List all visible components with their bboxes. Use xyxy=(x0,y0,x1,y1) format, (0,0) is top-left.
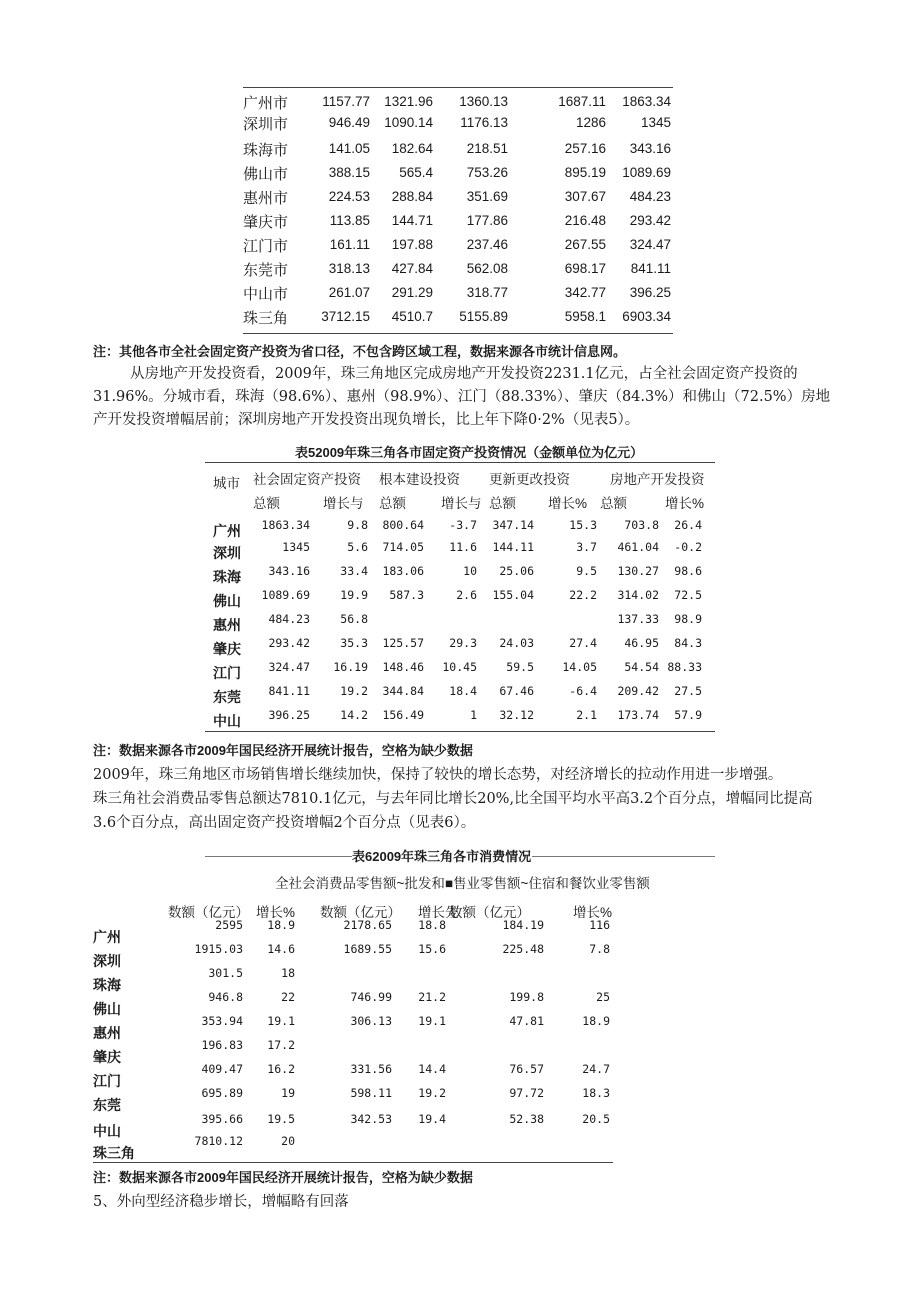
city-name: 惠州 xyxy=(213,617,241,633)
table-cell: 1687.11 xyxy=(558,94,606,109)
table-cell: 484.23 xyxy=(629,189,671,204)
table6-sub-header: 数额（亿元） xyxy=(449,905,530,920)
table-cell: 27.5 xyxy=(674,684,702,698)
table-cell: 24.03 xyxy=(499,636,534,650)
table-cell: 14.2 xyxy=(340,708,368,722)
table5-group-header: 房地产开发投资 xyxy=(610,472,705,487)
table-cell: 88.33 xyxy=(667,660,702,674)
table1-top-rule xyxy=(243,87,673,88)
city-name: 佛山 xyxy=(213,593,241,609)
city-name: 中山市 xyxy=(243,285,289,303)
table-cell: 1345 xyxy=(282,540,310,554)
table-cell: 5958.1 xyxy=(564,309,606,324)
table-cell: 20 xyxy=(281,1134,295,1148)
table-cell: 54.54 xyxy=(624,660,659,674)
table-cell: 16.2 xyxy=(267,1062,295,1076)
table-cell: 67.46 xyxy=(499,684,534,698)
table-cell: 1089.69 xyxy=(622,165,671,180)
para2-line-1: 2009年，珠三角地区市场销售增长继续加快，保持了较快的增长态势，对经济增长的拉动作用进一步增强。 xyxy=(93,767,783,783)
para2-line-3: 3.6个百分点，高出固定资产投资增幅2个百分点（见表6）。 xyxy=(93,815,476,831)
table-row xyxy=(93,942,613,970)
table-cell: 288.84 xyxy=(391,189,433,204)
table-cell: 25 xyxy=(596,990,610,1004)
table-cell: 351.69 xyxy=(466,189,508,204)
table5-sub-header: 增长% xyxy=(665,496,705,511)
table-cell: 19.9 xyxy=(340,588,368,602)
table-cell: 20.5 xyxy=(582,1112,610,1126)
para1-line-3: 产开发投资增幅居前；深圳房地产开发投资出现负增长，比上年下降0·2%（见表5）。 xyxy=(93,412,640,428)
table6-caption-rule-right xyxy=(532,856,715,857)
table-cell: 562.08 xyxy=(466,261,508,276)
table-cell: 946.49 xyxy=(328,115,370,130)
table-cell: 695.89 xyxy=(201,1086,243,1100)
table-cell: 396.25 xyxy=(629,285,671,300)
city-name: 广州 xyxy=(93,929,121,945)
table-cell: 59.5 xyxy=(506,660,534,674)
table-cell: 841.11 xyxy=(630,261,671,276)
table-cell: 318.77 xyxy=(466,285,508,300)
table-cell: 46.95 xyxy=(624,636,659,650)
table-cell: 895.19 xyxy=(564,165,606,180)
table-cell: 1157.77 xyxy=(322,94,370,109)
table-cell: 25.06 xyxy=(499,564,534,578)
table-cell: 10.45 xyxy=(442,660,477,674)
table-row xyxy=(205,564,715,586)
table-cell: 324.47 xyxy=(268,660,310,674)
table-cell: 353.94 xyxy=(201,1014,243,1028)
table-cell: 1 xyxy=(470,708,477,722)
table-cell: 35.3 xyxy=(340,636,368,650)
table-cell: 388.15 xyxy=(328,165,370,180)
table-cell: 29.3 xyxy=(449,636,477,650)
table-cell: 9.5 xyxy=(576,564,597,578)
table6-bottom-rule xyxy=(93,1162,613,1163)
table-cell: -6.4 xyxy=(569,684,597,698)
table-cell: 342.53 xyxy=(350,1112,392,1126)
table5-sub-header: 增长与 xyxy=(441,496,482,511)
table-row xyxy=(243,139,673,163)
table-row xyxy=(205,660,715,682)
city-name: 肇庆 xyxy=(213,641,241,657)
table-cell: 484.23 xyxy=(268,612,310,626)
city-name: 江门 xyxy=(93,1073,121,1089)
city-name: 珠海市 xyxy=(243,141,289,159)
table-cell: 753.26 xyxy=(466,165,508,180)
table-row xyxy=(205,684,715,706)
table-row xyxy=(205,708,715,730)
city-name: 肇庆 xyxy=(93,1049,121,1065)
table-cell: 342.77 xyxy=(564,285,606,300)
table-cell: 197.88 xyxy=(391,237,433,252)
table-row xyxy=(243,307,673,331)
table-cell: 18.4 xyxy=(449,684,477,698)
table5-group-header: 根本建设投资 xyxy=(379,472,460,487)
city-name: 佛山 xyxy=(93,1001,121,1017)
table-cell: 2.1 xyxy=(576,708,597,722)
table-cell: 199.8 xyxy=(509,990,544,1004)
table-cell: 52.38 xyxy=(509,1112,544,1126)
table-cell: 324.47 xyxy=(629,237,671,252)
table-cell: 291.29 xyxy=(391,285,433,300)
table-cell: 47.81 xyxy=(509,1014,544,1028)
city-name: 广州 xyxy=(213,523,241,539)
table-cell: 56.8 xyxy=(340,612,368,626)
table-cell: 161.11 xyxy=(329,237,370,252)
table-cell: 307.67 xyxy=(564,189,606,204)
table-cell: 155.04 xyxy=(492,588,534,602)
table5-sub-header: 总额 xyxy=(489,496,516,511)
table-cell: 14.6 xyxy=(267,942,295,956)
table-cell: 800.64 xyxy=(382,518,424,532)
table-cell: 1286 xyxy=(575,115,606,130)
table-cell: 841.11 xyxy=(268,684,310,698)
city-name: 深圳 xyxy=(93,953,121,969)
table-row xyxy=(243,259,673,283)
table-cell: 409.47 xyxy=(201,1062,243,1076)
table6-group-header: 全社会消费品零售额~批发和■售业零售额~住宿和餐饮业零售额 xyxy=(275,876,650,891)
table-cell: 130.27 xyxy=(617,564,659,578)
table-cell: 331.56 xyxy=(350,1062,392,1076)
table-row xyxy=(205,636,715,658)
table-cell: 598.11 xyxy=(350,1086,392,1100)
table5-sub-header: 增长与 xyxy=(323,496,364,511)
table-cell: 698.17 xyxy=(564,261,606,276)
table-cell: 26.4 xyxy=(674,518,702,532)
city-name: 江门 xyxy=(213,665,241,681)
para1-line-2: 31.96%。分城市看，珠海（98.6%）、惠州（98.9%）、江门（88.33%）、肇庆（84.3%）和佛山（72.5%）房地 xyxy=(93,389,831,405)
table-cell: 261.07 xyxy=(328,285,370,300)
table-cell: 6903.34 xyxy=(622,309,671,324)
table-cell: 343.16 xyxy=(629,141,671,156)
table5-top-rule xyxy=(205,462,715,463)
table-cell: 17.2 xyxy=(267,1038,295,1052)
table-cell: 32.12 xyxy=(499,708,534,722)
table-cell: 1090.14 xyxy=(384,115,433,130)
table-cell: 19.4 xyxy=(418,1112,446,1126)
table-cell: 173.74 xyxy=(617,708,659,722)
table6-caption: 表62009年珠三角各市消费情况 xyxy=(352,849,532,864)
table-cell: 97.72 xyxy=(509,1086,544,1100)
table-cell: 7810.12 xyxy=(194,1134,243,1148)
table-cell: 15.3 xyxy=(569,518,597,532)
table-cell: 267.55 xyxy=(564,237,606,252)
table-row xyxy=(243,211,673,235)
table5-sub-header: 总额 xyxy=(600,496,627,511)
table5-bottom-rule xyxy=(205,731,715,732)
table-cell: 18.8 xyxy=(418,918,446,932)
table5-note: 注：数据来源各市2009年国民经济开展统计报告，空格为缺少数据 xyxy=(93,743,473,758)
table-row xyxy=(243,187,673,211)
table-cell: 1689.55 xyxy=(343,942,392,956)
table-cell: 3.7 xyxy=(576,540,597,554)
table-row xyxy=(93,1014,613,1042)
city-name: 东莞 xyxy=(213,689,241,705)
table-cell: 5155.89 xyxy=(459,309,508,324)
table-cell: 318.13 xyxy=(328,261,370,276)
city-name: 肇庆市 xyxy=(243,213,289,231)
city-name: 惠州 xyxy=(93,1025,121,1041)
table-cell: 19.2 xyxy=(340,684,368,698)
city-name: 广州市 xyxy=(243,94,289,112)
table6-sub-header: 数额（亿元） xyxy=(320,905,401,920)
section-heading: 5、外向型经济稳步增长，增幅略有回落 xyxy=(93,1194,349,1210)
table-cell: 14.05 xyxy=(562,660,597,674)
table-cell: 16.19 xyxy=(333,660,368,674)
table5-caption: 表52009年珠三角各市固定资产投资情况（金额单位为亿元） xyxy=(295,445,644,460)
table-row xyxy=(205,518,715,540)
table-cell: 1360.13 xyxy=(459,94,508,109)
table-cell: 14.4 xyxy=(418,1062,446,1076)
table-cell: 22.2 xyxy=(569,588,597,602)
table-cell: 347.14 xyxy=(492,518,534,532)
table-cell: 98.6 xyxy=(674,564,702,578)
table-cell: 113.85 xyxy=(329,213,370,228)
table-cell: 76.57 xyxy=(509,1062,544,1076)
table-cell: 1089.69 xyxy=(261,588,310,602)
table-cell: 22 xyxy=(281,990,295,1004)
table5-sub-header: 总额 xyxy=(253,496,280,511)
table-cell: 1863.34 xyxy=(261,518,310,532)
table-row xyxy=(93,1086,613,1114)
table-cell: 21.2 xyxy=(418,990,446,1004)
table-cell: 19 xyxy=(281,1086,295,1100)
table-cell: 218.51 xyxy=(466,141,508,156)
table-cell: 2178.65 xyxy=(343,918,392,932)
table-cell: 306.13 xyxy=(350,1014,392,1028)
table-cell: 33.4 xyxy=(340,564,368,578)
table-cell: 1176.13 xyxy=(460,115,508,130)
table-cell: 7.8 xyxy=(589,942,610,956)
table-row xyxy=(205,612,715,634)
table-cell: 144.71 xyxy=(391,213,433,228)
table6-sub-header: 增长% xyxy=(256,905,296,920)
table-cell: 565.4 xyxy=(399,165,433,180)
city-name: 珠海 xyxy=(213,569,241,585)
table-cell: 396.25 xyxy=(268,708,310,722)
table-cell: 3712.15 xyxy=(321,309,370,324)
table-cell: 216.48 xyxy=(564,213,606,228)
table-cell: 125.57 xyxy=(382,636,424,650)
table1-note: 注：其他各市全社会固定资产投资为省口径，不包含跨区域工程，数据来源各市统计信息网。 xyxy=(93,344,627,359)
city-name: 深圳市 xyxy=(243,115,289,133)
table-row xyxy=(243,235,673,259)
table-cell: 98.9 xyxy=(674,612,702,626)
table-cell: 1321.96 xyxy=(384,94,433,109)
table-cell: 427.84 xyxy=(391,261,433,276)
table-cell: 10 xyxy=(463,564,477,578)
table-cell: 184.19 xyxy=(502,918,544,932)
table-cell: 182.64 xyxy=(391,141,433,156)
table-cell: 15.6 xyxy=(418,942,446,956)
city-name: 惠州市 xyxy=(243,189,289,207)
table5-city-header: 城市 xyxy=(213,476,240,491)
table-cell: 19.1 xyxy=(418,1014,446,1028)
table-cell: 19.2 xyxy=(418,1086,446,1100)
table-cell: 946.8 xyxy=(208,990,243,1004)
table-cell: 27.4 xyxy=(569,636,597,650)
table-row xyxy=(93,1134,613,1162)
table-cell: 344.84 xyxy=(382,684,424,698)
table-cell: 183.06 xyxy=(382,564,424,578)
city-name: 珠海 xyxy=(93,977,121,993)
city-name: 珠三角 xyxy=(243,309,289,327)
table-cell: 141.05 xyxy=(328,141,370,156)
table-cell: 209.42 xyxy=(617,684,659,698)
table-row xyxy=(243,163,673,187)
table-cell: 24.7 xyxy=(582,1062,610,1076)
table-cell: 1345 xyxy=(640,115,671,130)
table-cell: 237.46 xyxy=(466,237,508,252)
city-name: 江门市 xyxy=(243,237,289,255)
table-cell: 587.3 xyxy=(389,588,424,602)
table-cell: 18.9 xyxy=(267,918,295,932)
table-row xyxy=(205,540,715,562)
table-cell: -0.2 xyxy=(674,540,702,554)
table-cell: 461.04 xyxy=(617,540,659,554)
table-cell: -3.7 xyxy=(449,518,477,532)
table-cell: 714.05 xyxy=(382,540,424,554)
table6-sub-header: 增长% xyxy=(573,905,613,920)
table-cell: 18 xyxy=(281,966,295,980)
table-cell: 1915.03 xyxy=(194,942,243,956)
city-name: 东莞市 xyxy=(243,261,289,279)
table-cell: 156.49 xyxy=(382,708,424,722)
city-name: 东莞 xyxy=(93,1097,121,1113)
para1-line-1: 从房地产开发投资看，2009年，珠三角地区完成房地产开发投资2231.1亿元，占全社会固定资产投资的 xyxy=(130,366,798,382)
table-cell: 148.46 xyxy=(382,660,424,674)
city-name: 中山 xyxy=(93,1123,121,1139)
table-cell: 314.02 xyxy=(617,588,659,602)
table6-caption-rule-left xyxy=(205,856,352,857)
table-cell: 225.48 xyxy=(502,942,544,956)
table-cell: 703.8 xyxy=(624,518,659,532)
table-cell: 137.33 xyxy=(617,612,659,626)
table-cell: 196.83 xyxy=(201,1038,243,1052)
table1-bottom-rule xyxy=(243,333,673,334)
table-cell: 72.5 xyxy=(674,588,702,602)
table-row xyxy=(93,1112,613,1140)
table6-sub-header: 数额（亿元） xyxy=(168,905,249,920)
table-cell: 9.8 xyxy=(347,518,368,532)
table5-sub-header: 总额 xyxy=(379,496,406,511)
table-cell: 84.3 xyxy=(674,636,702,650)
table-cell: 395.66 xyxy=(201,1112,243,1126)
table-cell: 5.6 xyxy=(347,540,368,554)
table-cell: 746.99 xyxy=(350,990,392,1004)
table-cell: 19.5 xyxy=(267,1112,295,1126)
table5-sub-header: 增长% xyxy=(548,496,588,511)
table-cell: 116 xyxy=(589,918,610,932)
city-name: 佛山市 xyxy=(243,165,289,183)
table-cell: 144.11 xyxy=(492,540,534,554)
table-cell: 1863.34 xyxy=(622,94,671,109)
table-cell: 57.9 xyxy=(674,708,702,722)
table-cell: 343.16 xyxy=(268,564,310,578)
table-row xyxy=(243,283,673,307)
table-cell: 2.6 xyxy=(456,588,477,602)
city-name: 深圳 xyxy=(213,545,241,561)
table-cell: 18.3 xyxy=(582,1086,610,1100)
para2-line-2: 珠三角社会消费品零售总额达7810.1亿元，与去年同比增长20%,比全国平均水平高3.2个百分点，增幅同比提高 xyxy=(93,791,813,807)
table-cell: 257.16 xyxy=(564,141,606,156)
table-cell: 18.9 xyxy=(582,1014,610,1028)
table-cell: 301.5 xyxy=(208,966,243,980)
table-row xyxy=(205,588,715,610)
table-cell: 11.6 xyxy=(449,540,477,554)
table5-group-header: 更新更改投资 xyxy=(489,472,570,487)
table-cell: 19.1 xyxy=(267,1014,295,1028)
table6-sub-header: 增长先 xyxy=(418,905,459,920)
table-cell: 224.53 xyxy=(328,189,370,204)
table-row xyxy=(243,113,673,137)
table-cell: 2595 xyxy=(215,918,243,932)
city-name: 中山 xyxy=(213,713,241,729)
table6-note: 注：数据来源各市2009年国民经济开展统计报告，空格为缺少数据 xyxy=(93,1170,473,1185)
table-cell: 4510.7 xyxy=(391,309,433,324)
table-cell: 293.42 xyxy=(629,213,671,228)
table-cell: 177.86 xyxy=(466,213,508,228)
table5-group-header: 社会固定资产投资 xyxy=(253,472,361,487)
city-name: 珠三角 xyxy=(93,1145,135,1161)
table-cell: 293.42 xyxy=(268,636,310,650)
